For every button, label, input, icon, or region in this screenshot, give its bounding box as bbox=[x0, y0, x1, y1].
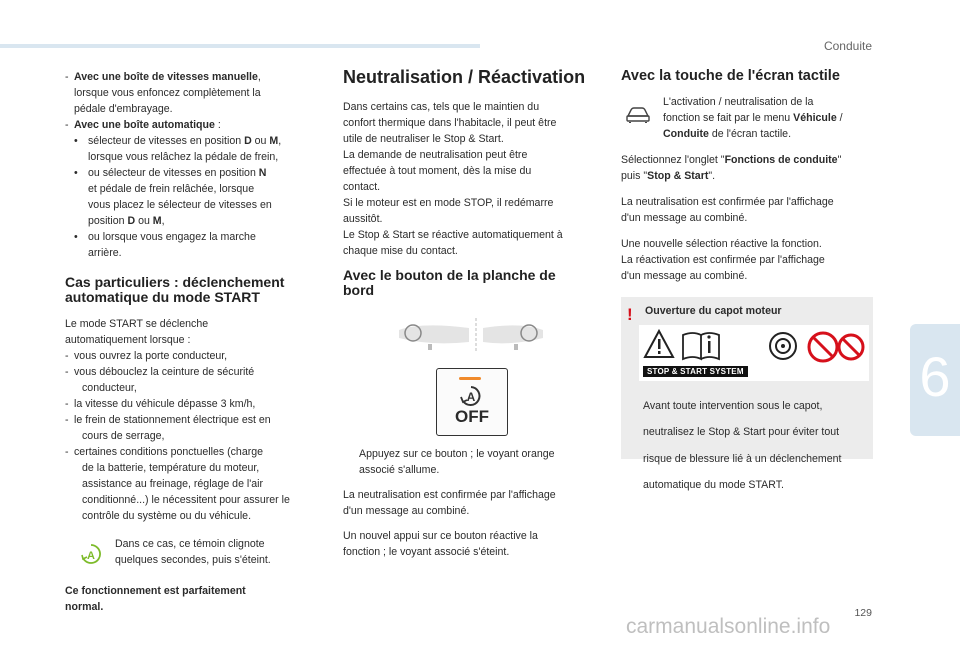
auto-gearbox-label: Avec une boîte automatique bbox=[74, 119, 215, 131]
intro-paragraph bbox=[343, 99, 605, 259]
text: position bbox=[88, 215, 128, 227]
manual-gearbox-label: Avec une boîte de vitesses manuelle bbox=[74, 71, 258, 83]
stop-start-system-label: STOP & START SYSTEM bbox=[643, 366, 748, 377]
chapter-number: 6 bbox=[919, 345, 951, 408]
text-line: d'un message au combiné. bbox=[343, 505, 470, 517]
text-line: quelques secondes, puis s'éteint. bbox=[115, 554, 271, 566]
text: certaines conditions ponctuelles (charge bbox=[74, 446, 264, 458]
text-line: d'un message au combiné. bbox=[621, 212, 748, 224]
warning-title: Ouverture du capot moteur bbox=[645, 305, 782, 317]
column-2 bbox=[343, 66, 605, 560]
text-line: Un nouvel appui sur ce bouton réactive la bbox=[343, 530, 538, 542]
text-line: La réactivation est confirmée par l'affichage bbox=[621, 254, 825, 266]
stop-start-option: Stop & Start bbox=[647, 170, 709, 182]
text: fonction se fait par le menu bbox=[663, 112, 794, 124]
text: le frein de stationnement électrique est en bbox=[74, 414, 271, 426]
text-line: automatique du mode START. bbox=[643, 479, 784, 492]
bouton-heading bbox=[343, 268, 605, 298]
warning-pictograms bbox=[643, 327, 865, 365]
warning-box bbox=[621, 297, 873, 492]
step-marker bbox=[343, 446, 359, 462]
warning-exclamation-icon: ! bbox=[627, 305, 633, 324]
text-line: Si le moteur est en mode STOP, il redémarre bbox=[343, 197, 554, 209]
text: ". bbox=[708, 170, 716, 182]
neutralisation-title: Neutralisation / Réactivation bbox=[343, 67, 586, 87]
text-line: aussitôt. bbox=[343, 213, 383, 225]
dash-item: - la vitesse du véhicule dépasse 3 km/h, bbox=[65, 398, 256, 410]
text-line: vous placez le sélecteur de vitesses en bbox=[88, 199, 272, 211]
text-line: associé s'allume. bbox=[359, 464, 440, 476]
stop-start-off-button[interactable] bbox=[436, 368, 508, 436]
text-line: conditionné...) le nécessitent pour assurer le bbox=[82, 494, 290, 506]
text-line: assistance au freinage, réglage de l'air bbox=[82, 478, 264, 490]
dash-item: - vous débouclez la ceinture de sécurité bbox=[65, 366, 255, 378]
text: sélecteur de vitesses en position bbox=[88, 135, 245, 147]
text-line: contrôle du système ou du véhicule. bbox=[82, 510, 252, 522]
text: , bbox=[278, 135, 282, 147]
stop-start-warning-icon bbox=[80, 544, 102, 564]
text-line: automatiquement lorsque : bbox=[65, 334, 191, 346]
text: ou bbox=[251, 135, 270, 147]
tab-fonctions-conduite: Fonctions de conduite bbox=[724, 154, 838, 166]
text-line: Le mode START se déclenche bbox=[65, 318, 209, 330]
chapter-tab bbox=[910, 324, 960, 436]
dash-item: - le frein de stationnement électrique est en bbox=[65, 414, 271, 426]
text-line: L'activation / neutralisation de la bbox=[663, 96, 814, 108]
svg-text:A: A bbox=[87, 550, 95, 562]
warning-text bbox=[643, 387, 869, 504]
text-line: chaque mise du contact. bbox=[343, 245, 458, 257]
bullet-item: • ou sélecteur de vitesses en position N bbox=[74, 167, 267, 179]
text-line: utile de neutraliser le Stop & Start. bbox=[343, 133, 504, 145]
menu-conduite: Conduite bbox=[663, 128, 709, 140]
cas-particuliers-heading bbox=[65, 275, 327, 305]
gear-d: D bbox=[127, 215, 136, 227]
hood-warning-label-image bbox=[639, 325, 869, 381]
bullet-item: • ou lorsque vous engagez la marche bbox=[74, 231, 256, 243]
auto-gearbox-item: - Avec une boîte automatique : bbox=[65, 119, 221, 131]
gear-d: D bbox=[244, 135, 252, 147]
text: vous débouclez la ceinture de sécurité bbox=[74, 366, 255, 378]
text-line: Dans ce cas, ce témoin clignote bbox=[115, 538, 265, 550]
text-line: Le Stop & Start se réactive automatiquement à bbox=[343, 229, 563, 241]
text-line: La demande de neutralisation peut être bbox=[343, 149, 528, 161]
watermark: carmanualsonline.info bbox=[626, 615, 831, 638]
svg-text:A: A bbox=[466, 390, 476, 404]
text-line: d'un message au combiné. bbox=[621, 270, 748, 282]
text-line: Une nouvelle sélection réactive la fonction. bbox=[621, 238, 822, 250]
orange-indicator-light bbox=[459, 377, 481, 380]
stop-start-icon bbox=[458, 385, 484, 407]
heading-line: automatique du mode START bbox=[65, 289, 260, 305]
dash-item: - certaines conditions ponctuelles (charge bbox=[65, 446, 264, 458]
header-accent-bar bbox=[0, 44, 480, 48]
menu-vehicule: Véhicule bbox=[793, 112, 837, 124]
text: puis " bbox=[621, 170, 648, 182]
text-line: effectuée à tout moment, dès la mise du bbox=[343, 165, 532, 177]
text-line: fonction ; le voyant associé s'éteint. bbox=[343, 546, 510, 558]
text-line: Ce fonctionnement est parfaitement bbox=[65, 585, 246, 597]
closing-note bbox=[65, 583, 327, 615]
text: de l'écran tactile. bbox=[708, 128, 792, 140]
punct: , bbox=[257, 71, 261, 83]
touchscreen-note bbox=[621, 94, 877, 144]
text-line: contact. bbox=[343, 181, 381, 193]
text-line: de la batterie, température du moteur, bbox=[82, 462, 260, 474]
heading-line: Cas particuliers : déclenchement bbox=[65, 274, 285, 290]
gear-m: M bbox=[152, 215, 162, 227]
punct: : bbox=[214, 119, 221, 131]
text-line: cours de serrage, bbox=[82, 430, 165, 442]
text-line: et pédale de frein relâchée, lorsque bbox=[88, 183, 255, 195]
step-item bbox=[343, 446, 605, 462]
manual-gearbox-item: - Avec une boîte de vitesses manuelle, bbox=[65, 71, 261, 83]
text: , bbox=[161, 215, 165, 227]
dashboard-location-diagram bbox=[391, 316, 551, 356]
gear-m: M bbox=[269, 135, 279, 147]
heading-line: Avec le bouton de la planche de bbox=[343, 267, 556, 283]
text-line: confort thermique dans l'habitacle, il peut être bbox=[343, 117, 557, 129]
text: Appuyez sur ce bouton ; le voyant orange bbox=[359, 448, 555, 460]
text-line: lorsque vous relâchez la pédale de frein, bbox=[88, 151, 279, 163]
text-line: conducteur, bbox=[82, 382, 137, 394]
text: ou sélecteur de vitesses en position bbox=[88, 167, 259, 179]
page-number: 129 bbox=[854, 607, 872, 619]
gear-n: N bbox=[258, 167, 267, 179]
text-line: lorsque vous enfoncez complètement la bbox=[74, 87, 261, 99]
text-line: La neutralisation est confirmée par l'affichage bbox=[343, 489, 556, 501]
text-line: normal. bbox=[65, 601, 104, 613]
car-icon bbox=[625, 106, 651, 124]
bullet-item: • sélecteur de vitesses en position D ou M, bbox=[74, 135, 282, 147]
text: " bbox=[837, 154, 842, 166]
text: Sélectionnez l'onglet " bbox=[621, 154, 725, 166]
heading-line: bord bbox=[343, 282, 375, 298]
text: ou bbox=[135, 215, 153, 227]
text-line: risque de blessure lié à un déclenchement bbox=[643, 452, 842, 465]
temoin-note bbox=[65, 536, 327, 570]
text: ou lorsque vous engagez la marche bbox=[88, 231, 256, 243]
text: vous ouvrez la porte conducteur, bbox=[74, 350, 228, 362]
ecran-tactile-heading: Avec la touche de l'écran tactile bbox=[621, 68, 840, 84]
text-line: pédale d'embrayage. bbox=[74, 103, 173, 115]
section-title: Conduite bbox=[823, 39, 872, 53]
text-line: arrière. bbox=[88, 247, 122, 259]
dash-item: - vous ouvrez la porte conducteur, bbox=[65, 350, 228, 362]
column-1 bbox=[65, 69, 327, 615]
text-line: La neutralisation est confirmée par l'affichage bbox=[621, 196, 834, 208]
text-line: Avant toute intervention sous le capot, bbox=[643, 399, 823, 412]
text: la vitesse du véhicule dépasse 3 km/h, bbox=[74, 398, 256, 410]
off-label: OFF bbox=[455, 407, 489, 426]
column-3 bbox=[621, 66, 877, 284]
text: / bbox=[836, 112, 843, 124]
text-line: Dans certains cas, tels que le maintien du bbox=[343, 101, 540, 113]
text-line: neutralisez le Stop & Start pour éviter tout bbox=[643, 426, 840, 439]
